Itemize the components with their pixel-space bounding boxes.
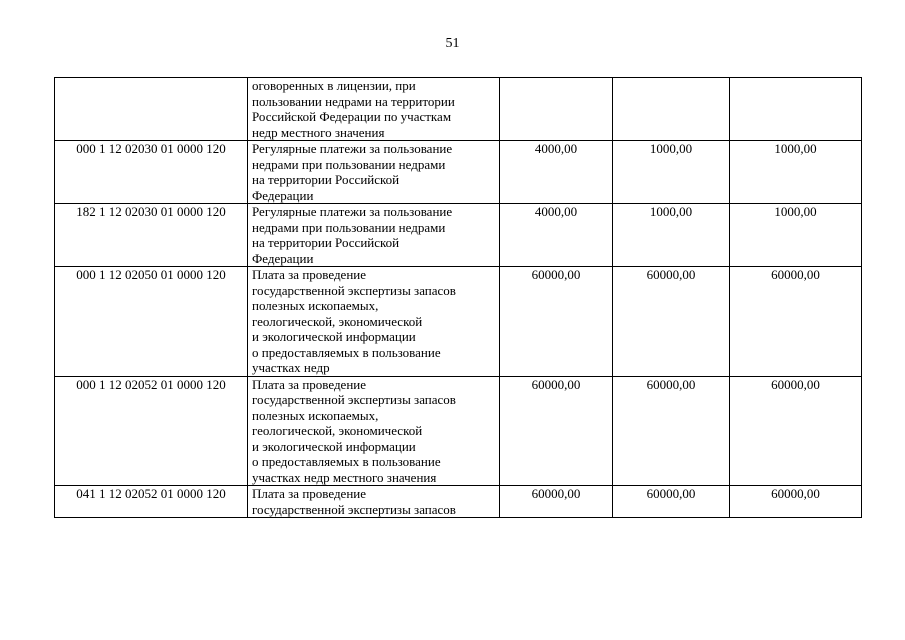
name-line: государственной экспертизы запасов xyxy=(252,392,456,407)
table-row xyxy=(55,204,862,267)
name-line: Российской Федерации по участкам xyxy=(252,109,452,124)
amount-year-3-cell: 60000,00 xyxy=(730,376,862,486)
amount-year-3-cell: 1000,00 xyxy=(730,204,862,267)
budget-code-cell: 000 1 12 02052 01 0000 120 xyxy=(55,376,248,486)
revenue-name-cell xyxy=(248,204,500,267)
page-number: 51 xyxy=(445,36,460,51)
name-line: государственной экспертизы запасов xyxy=(252,501,456,517)
budget-revenue-table xyxy=(54,77,862,518)
name-line: пользовании недрами на территории xyxy=(252,93,455,109)
name-line: геологической, экономической xyxy=(252,313,423,329)
amount-year-2-cell: 60000,00 xyxy=(613,376,730,486)
name-line: участках недр xyxy=(252,360,330,375)
amount-year-1-cell: 60000,00 xyxy=(500,486,613,518)
amount-year-3-cell: 1000,00 xyxy=(730,141,862,204)
budget-code-cell: 041 1 12 02052 01 0000 120 xyxy=(55,486,248,518)
amount-year-2-cell: 60000,00 xyxy=(613,486,730,518)
name-line: и экологической информации xyxy=(252,329,416,344)
amount-year-3-cell: 60000,00 xyxy=(730,267,862,377)
table-row xyxy=(55,376,862,486)
name-line: недрами при пользовании недрами xyxy=(252,219,446,235)
budget-code-cell: 000 1 12 02050 01 0000 120 xyxy=(55,267,248,377)
name-line: о предоставляемых в пользование xyxy=(252,344,441,360)
amount-year-2-cell: 1000,00 xyxy=(613,141,730,204)
amount-year-2-cell xyxy=(613,78,730,141)
budget-code-cell: 000 1 12 02030 01 0000 120 xyxy=(55,141,248,204)
name-line: оговоренных в лицензии, при xyxy=(252,78,416,93)
name-line: Регулярные платежи за пользование xyxy=(252,141,453,156)
amount-year-2-cell: 60000,00 xyxy=(613,267,730,377)
table-row xyxy=(55,486,862,518)
table-row xyxy=(55,141,862,204)
amount-year-2-cell: 1000,00 xyxy=(613,204,730,267)
name-line: Плата за проведение xyxy=(252,267,367,282)
name-line: Федерации xyxy=(252,187,314,203)
amount-year-3-cell: 60000,00 xyxy=(730,486,862,518)
name-line: государственной экспертизы запасов xyxy=(252,282,456,298)
name-line: недрами при пользовании недрами xyxy=(252,156,446,172)
amount-year-3-cell xyxy=(730,78,862,141)
table-row xyxy=(55,267,862,377)
name-line: Плата за проведение xyxy=(252,376,367,392)
revenue-name-cell xyxy=(248,376,500,486)
revenue-name-cell xyxy=(248,78,500,141)
revenue-name-cell xyxy=(248,267,500,377)
budget-code-cell xyxy=(55,78,248,141)
revenue-name-cell xyxy=(248,141,500,204)
name-line: на территории Российской xyxy=(252,235,400,250)
name-line: о предоставляемых в пользование xyxy=(252,454,441,469)
name-line: недр местного значения xyxy=(252,124,385,140)
amount-year-1-cell xyxy=(500,78,613,141)
name-line: геологической, экономической xyxy=(252,423,423,438)
name-line: и экологической информации xyxy=(252,438,416,454)
name-line: на территории Российской xyxy=(252,172,400,187)
name-line: Плата за проведение xyxy=(252,486,367,501)
amount-year-1-cell: 4000,00 xyxy=(500,141,613,204)
table-body xyxy=(55,78,862,518)
name-line: полезных ископаемых, xyxy=(252,298,379,313)
amount-year-1-cell: 60000,00 xyxy=(500,376,613,486)
name-line: Федерации xyxy=(252,250,314,266)
budget-code-cell: 182 1 12 02030 01 0000 120 xyxy=(55,204,248,267)
amount-year-1-cell: 4000,00 xyxy=(500,204,613,267)
table-row xyxy=(55,78,862,141)
name-line: участках недр местного значения xyxy=(252,469,437,485)
amount-year-1-cell: 60000,00 xyxy=(500,267,613,377)
name-line: полезных ископаемых, xyxy=(252,407,379,423)
name-line: Регулярные платежи за пользование xyxy=(252,204,453,219)
revenue-name-cell xyxy=(248,486,500,518)
